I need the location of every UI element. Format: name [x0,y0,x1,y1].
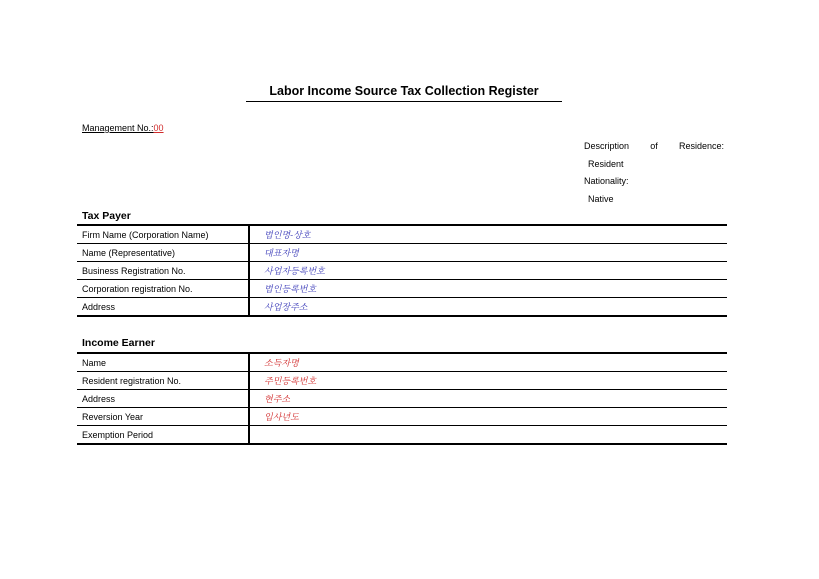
income-earner-resident-reg-label: Resident registration No. [77,372,249,390]
table-row [77,298,727,317]
table-row [77,353,727,372]
tax-payer-corporation-reg-label: Corporation registration No. [77,280,249,298]
table-row [77,225,727,244]
document-title: Labor Income Source Tax Collection Register [246,84,562,102]
residence-description-word-3: Residence: [678,141,724,151]
residence-description [584,141,724,151]
income-earner-title: Income Earner [82,337,155,349]
management-label: Management No.: [82,123,154,133]
tax-payer-business-reg-value: 사업자등록번호 [249,262,727,280]
table-row [77,372,727,390]
management-number [82,123,164,133]
management-value: 00 [153,123,164,133]
income-earner-address-label: Address [77,390,249,408]
tax-payer-business-reg-label: Business Registration No. [77,262,249,280]
tax-payer-corporation-reg-value: 법인등록번호 [249,280,727,298]
income-earner-resident-reg-value: 주민등록번호 [249,372,727,390]
table-row [77,426,727,445]
tax-payer-address-value: 사업장주소 [264,303,308,313]
table-row [77,280,727,298]
nationality-value: Native [588,194,614,204]
income-earner-exemption-period-label: Exemption Period [77,426,249,445]
income-earner-reversion-year-label: Reversion Year [77,408,249,426]
nationality-label: Nationality: [584,176,629,186]
tax-payer-representative-label: Name (Representative) [77,244,249,262]
residence-value: Resident [588,159,624,169]
residence-description-word-1: Description [584,141,630,151]
tax-payer-firm-name-label: Firm Name (Corporation Name) [77,225,249,244]
income-earner-address-value: 현주소 [249,390,727,408]
tax-payer-title: Tax Payer [82,210,131,222]
table-row [77,262,727,280]
tax-payer-address-label: Address [77,298,249,317]
tax-payer-table [77,224,727,317]
tax-payer-representative-value: 대표자명 [249,244,727,262]
residence-description-word-2: of [650,141,658,151]
table-row [77,408,727,426]
table-row [77,390,727,408]
income-earner-exemption-period-value [249,426,727,445]
income-earner-name-label: Name [77,353,249,372]
table-row [77,244,727,262]
income-earner-reversion-year-value: 입사년도 [249,408,727,426]
income-earner-table [77,352,727,445]
tax-payer-firm-name-value: 법인명-상호 [249,225,727,244]
income-earner-name-value: 소득자명 [249,353,727,372]
